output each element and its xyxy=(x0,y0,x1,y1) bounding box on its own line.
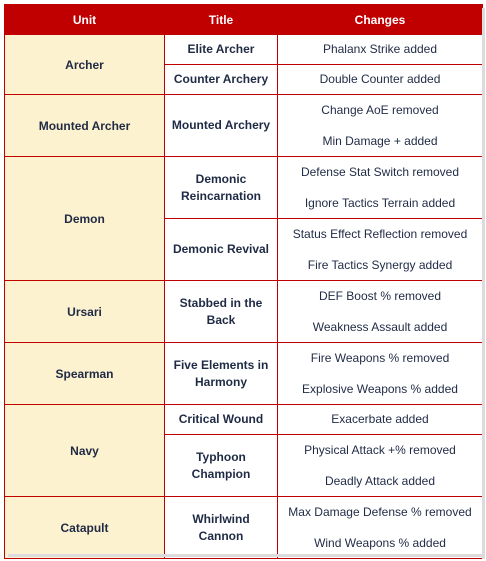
unit-cell: Spearman xyxy=(5,343,165,405)
title-line: Reincarnation xyxy=(180,188,261,203)
changes-cell xyxy=(278,65,483,95)
title-cell xyxy=(165,497,278,559)
change-item: Max Damage Defense % removed xyxy=(288,505,472,519)
table-shadow-right xyxy=(482,8,485,559)
unit-changes-table xyxy=(4,4,483,559)
change-item: Physical Attack +% removed xyxy=(304,443,456,457)
title-cell xyxy=(165,435,278,497)
changes-cell xyxy=(278,219,483,281)
table-row xyxy=(5,157,483,219)
changes-cell xyxy=(278,435,483,497)
title-cell xyxy=(165,157,278,219)
title-line: Cannon xyxy=(198,528,244,543)
unit-cell: Archer xyxy=(5,35,165,95)
title-line: Demonic xyxy=(195,171,247,186)
table-shadow-bottom xyxy=(8,554,485,557)
change-item: Defense Stat Switch removed xyxy=(300,165,460,179)
change-item: Exacerbate added xyxy=(331,412,429,426)
change-item: Min Damage + added xyxy=(322,133,438,148)
title-cell: Mounted Archery xyxy=(165,95,278,157)
change-item: Wind Weapons % added xyxy=(314,535,446,550)
changes-cell xyxy=(278,497,483,559)
title-cell: Counter Archery xyxy=(165,65,278,95)
unit-cell: Mounted Archer xyxy=(5,95,165,157)
change-item: Ignore Tactics Terrain added xyxy=(304,195,456,210)
change-item: Fire Tactics Synergy added xyxy=(307,257,453,272)
unit-cell: Ursari xyxy=(5,281,165,343)
title-line: Whirlwind xyxy=(192,511,250,526)
header-title: Title xyxy=(165,5,278,35)
header-row xyxy=(5,5,483,35)
title-line: Typhoon xyxy=(196,449,246,464)
unit-cell: Navy xyxy=(5,405,165,497)
table-row xyxy=(5,405,483,435)
title-cell: Demonic Revival xyxy=(165,219,278,281)
title-cell: Critical Wound xyxy=(165,405,278,435)
title-line: Back xyxy=(206,312,236,327)
change-item: Change AoE removed xyxy=(321,103,439,117)
title-line: Stabbed in the xyxy=(179,295,263,310)
change-item: Deadly Attack added xyxy=(324,473,436,488)
change-item: Status Effect Reflection removed xyxy=(292,227,468,241)
changes-cell xyxy=(278,343,483,405)
changes-cell xyxy=(278,95,483,157)
table-row xyxy=(5,95,483,157)
change-item: Phalanx Strike added xyxy=(322,42,438,56)
change-item: Double Counter added xyxy=(319,72,441,86)
title-cell xyxy=(165,343,278,405)
table-row xyxy=(5,497,483,559)
title-line: Five Elements in xyxy=(173,357,269,372)
title-cell xyxy=(165,281,278,343)
change-item: DEF Boost % removed xyxy=(318,289,442,303)
changes-cell xyxy=(278,281,483,343)
table-row xyxy=(5,343,483,405)
title-cell: Elite Archer xyxy=(165,35,278,65)
header-unit: Unit xyxy=(5,5,165,35)
changes-cell xyxy=(278,405,483,435)
unit-cell: Demon xyxy=(5,157,165,281)
changes-cell xyxy=(278,35,483,65)
change-item: Weakness Assault added xyxy=(312,319,448,334)
title-line: Champion xyxy=(191,466,251,481)
table-row xyxy=(5,35,483,65)
change-item: Explosive Weapons % added xyxy=(302,381,458,396)
table-row xyxy=(5,281,483,343)
change-item: Fire Weapons % removed xyxy=(310,351,450,365)
unit-cell: Catapult xyxy=(5,497,165,559)
changes-cell xyxy=(278,157,483,219)
header-changes: Changes xyxy=(278,5,483,35)
title-line: Harmony xyxy=(194,374,247,389)
